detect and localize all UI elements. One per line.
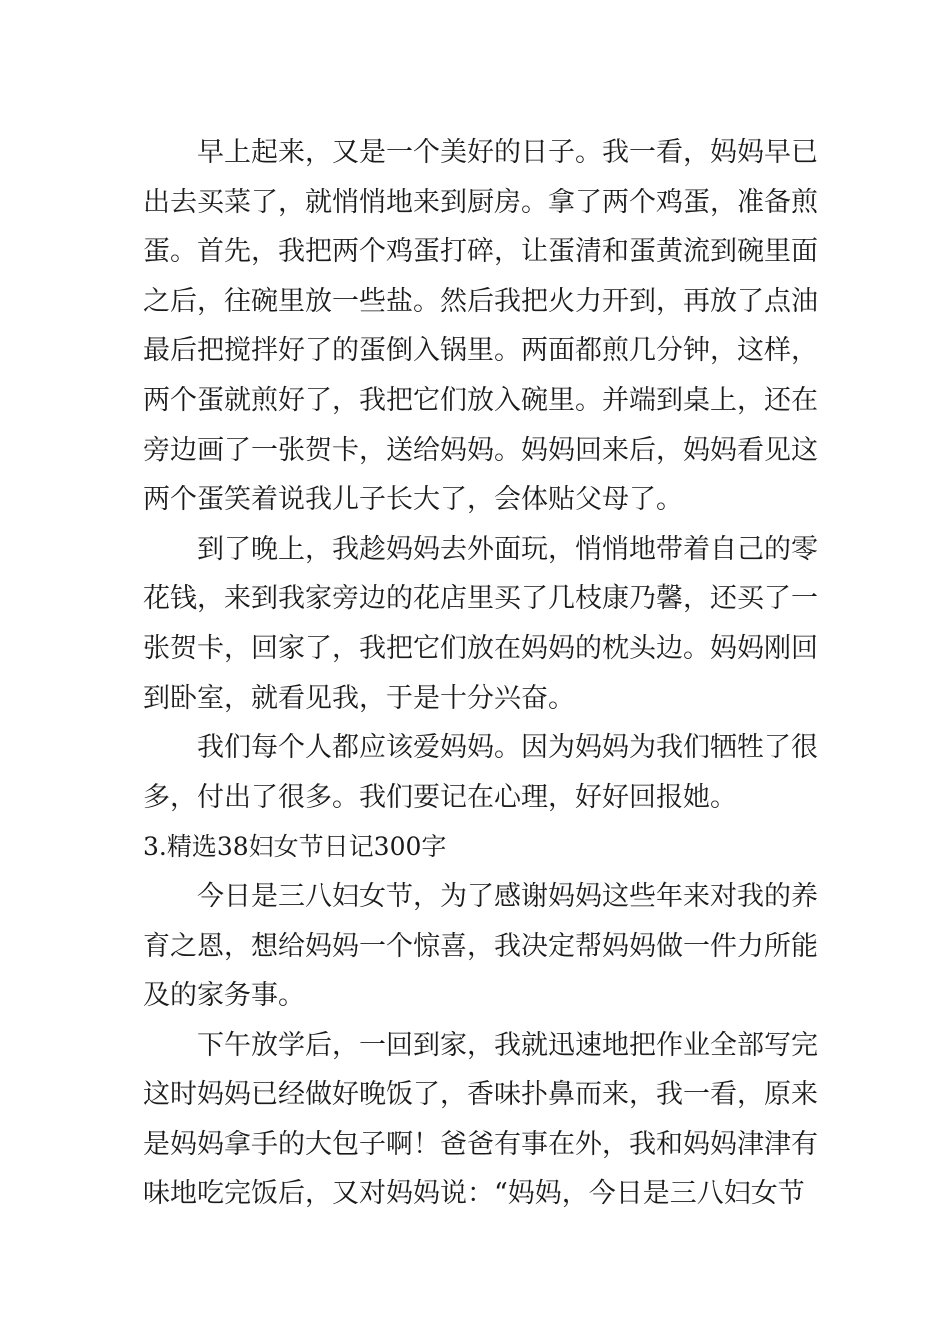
text-line: 张贺卡，回家了，我把它们放在妈妈的枕头边。妈妈刚回 (143, 632, 818, 664)
text-line: 这时妈妈已经做好晚饭了，香味扑鼻而来，我一看，原来 (143, 1079, 818, 1111)
text-line: 及的家务事。 (143, 980, 305, 1012)
text-line: 到卧室，就看见我，于是十分兴奋。 (143, 682, 575, 714)
text-line: 多，付出了很多。我们要记在心理，好好回报她。 (143, 781, 737, 813)
text-line: 下午放学后，一回到家，我就迅速地把作业全部写完 (197, 1029, 818, 1061)
text-line: 早上起来，又是一个美好的日子。我一看，妈妈早已 (197, 137, 818, 168)
text-line: 今日是三八妇女节，为了感谢妈妈这些年来对我的养 (197, 880, 818, 912)
text-line: 育之恩，想给妈妈一个惊喜，我决定帮妈妈做一件力所能 (143, 930, 818, 962)
text-line: 两个蛋笑着说我儿子长大了，会体贴父母了。 (143, 484, 683, 516)
text-line: 蛋。首先，我把两个鸡蛋打碎，让蛋清和蛋黄流到碗里面 (143, 236, 818, 268)
text-line: 最后把搅拌好了的蛋倒入锅里。两面都煎几分钟，这样， (143, 335, 818, 367)
text-line: 味地吃完饭后，又对妈妈说：“妈妈，今日是三八妇女节 (143, 1178, 805, 1210)
section-heading: 3.精选38妇女节日记300字 (143, 832, 447, 862)
text-line: 两个蛋就煎好了，我把它们放入碗里。并端到桌上，还在 (143, 384, 818, 416)
text-line: 是妈妈拿手的大包子啊！爸爸有事在外，我和妈妈津津有 (143, 1128, 818, 1160)
text-line: 出去买菜了，就悄悄地来到厨房。拿了两个鸡蛋，准备煎 (143, 186, 818, 218)
text-line: 花钱，来到我家旁边的花店里买了几枝康乃馨，还买了一 (143, 583, 818, 615)
document-body (143, 128, 823, 1219)
text-line: 到了晚上，我趁妈妈去外面玩，悄悄地带着自己的零 (197, 533, 818, 565)
text-line: 旁边画了一张贺卡，送给妈妈。妈妈回来后，妈妈看见这 (143, 434, 818, 466)
text-line: 之后，往碗里放一些盐。然后我把火力开到，再放了点油 (143, 285, 818, 317)
text-line: 我们每个人都应该爱妈妈。因为妈妈为我们牺牲了很 (197, 732, 818, 764)
